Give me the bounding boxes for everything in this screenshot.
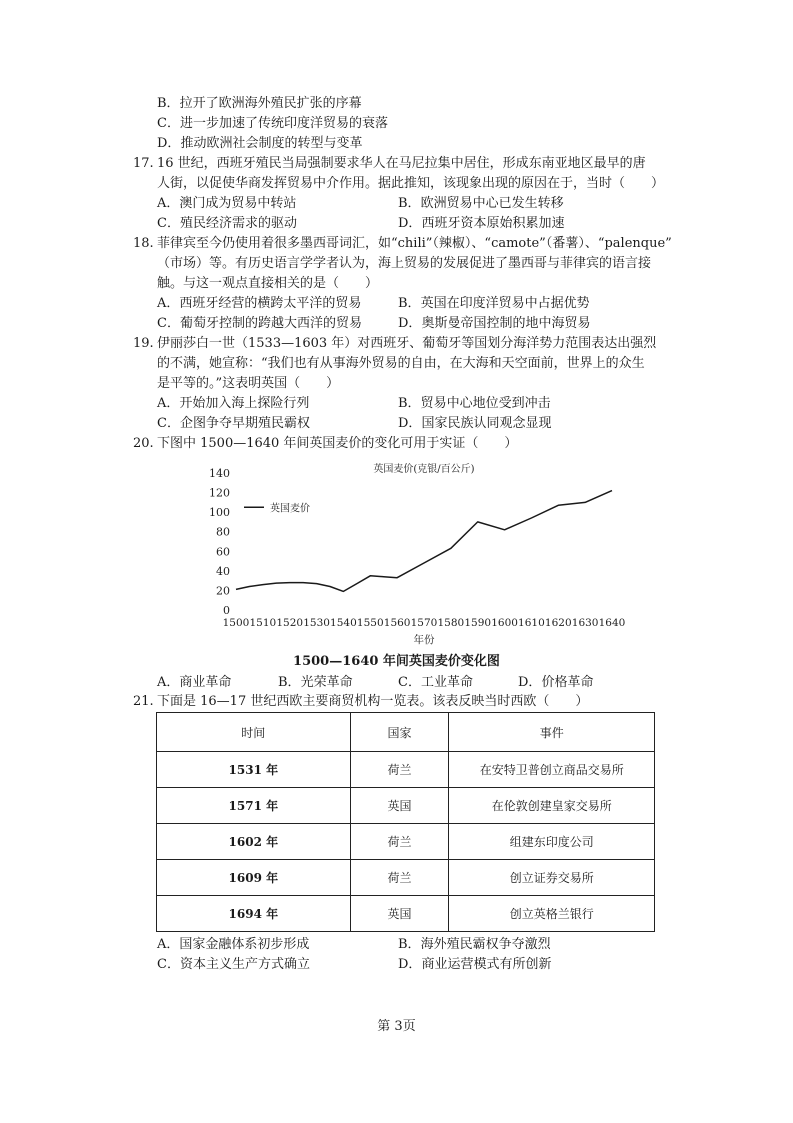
option-text: 西班牙经营的横跨太平洋的贸易 — [179, 296, 362, 311]
header-country: 国家 — [350, 713, 449, 752]
option-key: A． — [157, 675, 180, 690]
chart-svg — [200, 458, 626, 648]
option-text: 资本主义生产方式确立 — [179, 957, 310, 972]
option-key: D． — [157, 136, 181, 151]
cell-country: 荷兰 — [350, 860, 449, 896]
cell-time: 1531 年 — [157, 752, 351, 788]
option-key: B． — [157, 96, 180, 111]
option-key: C． — [157, 116, 180, 131]
x-tick-label: 1500 — [222, 617, 250, 629]
option-text: 国家民族认同观念显现 — [421, 416, 552, 431]
q21-number: 21. — [133, 694, 154, 709]
cell-time: 1694 年 — [157, 896, 351, 932]
cell-event: 在伦敦创建皇家交易所 — [449, 788, 655, 824]
x-tick-label: 1520 — [276, 617, 304, 629]
y-tick-label: 120 — [209, 486, 230, 500]
q18-option-c — [157, 315, 362, 333]
q19-option-a — [157, 395, 309, 413]
page-number: 第 3页 — [377, 1019, 416, 1034]
table-row — [157, 860, 655, 896]
q17-option-a — [157, 195, 296, 213]
option-key: A． — [157, 196, 180, 211]
wheat-price-chart — [200, 458, 626, 648]
option-key: B． — [398, 937, 421, 952]
option-key: D． — [398, 416, 422, 431]
q19-stem-line1: 伊丽莎白一世（1533—1603 年）对西班牙、葡萄牙等国划分海洋势力范围表达出强烈 — [157, 336, 657, 351]
option-key: B． — [398, 196, 421, 211]
q20-stem: 下图中 1500—1640 年间英国麦价的变化可用于实证（ ） — [157, 436, 518, 451]
option-text: 贸易中心地位受到冲击 — [420, 396, 551, 411]
q16-option-c — [157, 115, 388, 133]
chart-caption: 1500—1640 年间英国麦价变化图 — [293, 654, 500, 669]
header-event: 事件 — [449, 713, 655, 752]
x-tick-label: 1590 — [464, 617, 492, 629]
option-text: 国家金融体系初步形成 — [179, 937, 310, 952]
option-key: B． — [398, 396, 421, 411]
table-row — [157, 752, 655, 788]
cell-country: 英国 — [350, 788, 449, 824]
option-text: 欧洲贸易中心已发生转移 — [420, 196, 564, 211]
option-text: 拉开了欧洲海外殖民扩张的序幕 — [179, 96, 362, 111]
q18-stem-line3: 触。与这一观点直接相关的是（ ） — [157, 276, 379, 291]
option-text: 殖民经济需求的驱动 — [179, 216, 297, 231]
q17-stem-line1: 16 世纪，西班牙殖民当局强制要求华人在马尼拉集中居住，形成东南亚地区最早的唐 — [157, 156, 646, 171]
option-text: 澳门成为贸易中转站 — [179, 196, 297, 211]
x-tick-label: 1530 — [303, 617, 330, 629]
cell-event: 在安特卫普创立商品交易所 — [449, 752, 655, 788]
q18-option-a — [157, 295, 361, 313]
x-tick-label: 1510 — [249, 617, 277, 629]
table-header-row — [157, 713, 655, 752]
cell-time: 1602 年 — [157, 824, 351, 860]
y-tick-label: 0 — [223, 604, 230, 617]
legend-label: 英国麦价 — [270, 503, 310, 515]
option-text: 海外殖民霸权争夺激烈 — [420, 937, 551, 952]
q19-number: 19. — [133, 336, 154, 351]
x-tick-label: 1570 — [410, 617, 438, 629]
x-axis-label: 年份 — [413, 634, 435, 646]
option-text: 商业革命 — [179, 675, 232, 690]
x-tick-label: 1640 — [598, 617, 626, 629]
q21-option-a — [157, 936, 309, 954]
option-text: 推动欧洲社会制度的转型与变革 — [180, 136, 363, 151]
option-key: B． — [278, 675, 301, 690]
y-tick-label: 20 — [216, 584, 230, 598]
q18-number: 18. — [133, 236, 154, 251]
x-tick-label: 1580 — [437, 617, 465, 629]
option-key: A． — [157, 937, 180, 952]
q16-option-d — [157, 135, 362, 153]
x-tick-label: 1540 — [330, 617, 357, 629]
option-key: C． — [157, 316, 180, 331]
q19-option-d — [398, 415, 551, 433]
option-key: C． — [157, 957, 180, 972]
x-tick-label: 1620 — [544, 617, 572, 629]
y-tick-label: 100 — [209, 506, 230, 520]
x-tick-label: 1550 — [356, 617, 384, 629]
y-tick-label: 80 — [216, 525, 230, 539]
cell-event: 创立证券交易所 — [449, 860, 655, 896]
option-text: 企图争夺早期殖民霸权 — [179, 416, 310, 431]
option-text: 西班牙资本原始积累加速 — [421, 216, 565, 231]
q20-number: 20. — [133, 436, 154, 451]
q18-stem-line1: 菲律宾至今仍使用着很多墨西哥词汇，如“chili”（辣椒）、“camote”（番薯）、“palenque” — [157, 236, 672, 251]
option-text: 工业革命 — [420, 675, 473, 690]
option-text: 光荣革命 — [300, 675, 353, 690]
x-tick-label: 1610 — [518, 617, 545, 629]
table-row — [157, 896, 655, 932]
option-key: D． — [398, 216, 422, 231]
option-key: C． — [398, 675, 421, 690]
cell-time: 1609 年 — [157, 860, 351, 896]
cell-country: 荷兰 — [350, 824, 449, 860]
q17-number: 17. — [133, 156, 154, 171]
cell-event: 组建东印度公司 — [449, 824, 655, 860]
option-text: 进一步加速了传统印度洋贸易的衰落 — [179, 116, 388, 131]
option-text: 开始加入海上探险行列 — [179, 396, 310, 411]
option-key: A． — [157, 396, 180, 411]
option-key: D． — [518, 675, 542, 690]
q18-option-d — [398, 315, 590, 333]
option-key: B． — [398, 296, 421, 311]
trade-institutions-table — [156, 712, 655, 932]
x-tick-label: 1630 — [571, 617, 599, 629]
q21-option-b — [398, 936, 551, 954]
cell-time: 1571 年 — [157, 788, 351, 824]
option-text: 奥斯曼帝国控制的地中海贸易 — [421, 316, 591, 331]
x-tick-label: 1600 — [491, 617, 518, 629]
option-text: 英国在印度洋贸易中占据优势 — [420, 296, 590, 311]
y-tick-label: 60 — [216, 545, 230, 559]
chart-title: 英国麦价(克银/百公斤) — [373, 464, 475, 475]
cell-country: 荷兰 — [350, 752, 449, 788]
header-time: 时间 — [157, 713, 351, 752]
q20-option-b — [278, 674, 353, 692]
q19-option-b — [398, 395, 551, 413]
option-key: A． — [157, 296, 180, 311]
option-key: D． — [398, 316, 422, 331]
q17-option-c — [157, 215, 297, 233]
q16-option-b — [157, 95, 362, 113]
q20-option-a — [157, 674, 231, 692]
table-row — [157, 788, 655, 824]
option-key: C． — [157, 216, 180, 231]
y-tick-label: 140 — [209, 467, 230, 480]
q19-stem-line3: 是平等的。”这表明英国（ ） — [157, 376, 340, 391]
cell-country: 英国 — [350, 896, 449, 932]
option-text: 葡萄牙控制的跨越大西洋的贸易 — [179, 316, 362, 331]
q18-stem-line2: （市场）等。有历史语言学学者认为，海上贸易的发展促进了墨西哥与菲律宾的语言接 — [157, 256, 652, 271]
q20-option-c — [398, 674, 473, 692]
y-tick-label: 40 — [216, 564, 230, 578]
cell-event: 创立英格兰银行 — [449, 896, 655, 932]
q18-option-b — [398, 295, 590, 313]
x-tick-label: 1560 — [383, 617, 411, 629]
option-text: 价格革命 — [541, 675, 594, 690]
q21-option-c — [157, 956, 310, 974]
option-text: 商业运营模式有所创新 — [421, 957, 552, 972]
q21-option-d — [398, 956, 551, 974]
option-key: C． — [157, 416, 180, 431]
q19-option-c — [157, 415, 310, 433]
q17-option-d — [398, 215, 564, 233]
table-row — [157, 824, 655, 860]
q21-stem: 下面是 16—17 世纪西欧主要商贸机构一览表。该表反映当时西欧（ ） — [157, 694, 589, 709]
q17-option-b — [398, 195, 564, 213]
q20-option-d — [518, 674, 593, 692]
option-key: D． — [398, 957, 422, 972]
q17-stem-line2: 人街，以促使华商发挥贸易中介作用。据此推知，该现象出现的原因在于，当时（ ） — [157, 176, 665, 191]
q19-stem-line2: 的不满，她宣称：“我们也有从事海外贸易的自由，在大海和天空面前，世界上的众生 — [157, 356, 645, 371]
